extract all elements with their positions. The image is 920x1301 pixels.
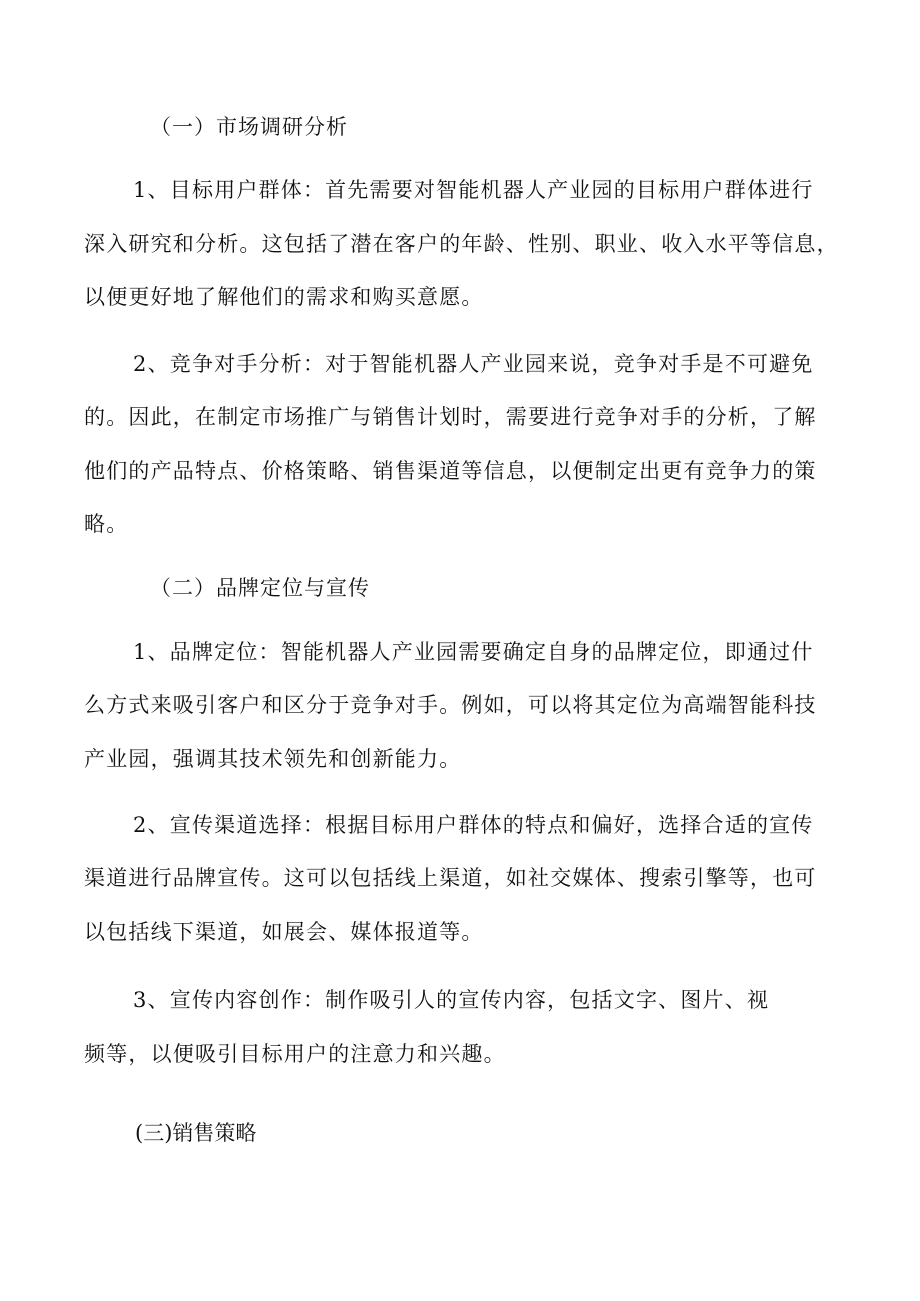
paragraph-line: 产业园，强调其技术领先和创新能力。: [84, 747, 462, 771]
paragraph-line: 频等，以便吸引目标用户的注意力和兴趣。: [84, 1042, 506, 1066]
paragraph-line: 2、宣传渠道选择：根据目标用户群体的特点和偏好，选择合适的宣传: [133, 813, 814, 837]
paragraph-line: 3、宣传内容创作：制作吸引人的宣传内容，包括文字、图片、视: [133, 988, 770, 1012]
section-heading-market-research: （一）市场调研分析: [150, 115, 348, 139]
paragraph-line: 渠道进行品牌宣传。这可以包括线上渠道，如社交媒体、搜索引擎等，也可: [84, 866, 817, 890]
paragraph-line: 以包括线下渠道，如展会、媒体报道等。: [84, 920, 484, 944]
paragraph-line: 2、竞争对手分析：对于智能机器人产业园来说，竞争对手是不可避免: [133, 352, 814, 376]
paragraph-line: 略。: [84, 512, 129, 536]
section-heading-brand-positioning: （二）品牌定位与宣传: [150, 576, 370, 600]
paragraph-line: 1、品牌定位：智能机器人产业园需要确定自身的品牌定位，即通过什: [133, 640, 814, 664]
paragraph-line: 1、目标用户群体：首先需要对智能机器人产业园的目标用户群体进行: [133, 178, 814, 202]
paragraph-line: 深入研究和分析。这包括了潜在客户的年龄、性别、职业、收入水平等信息，: [84, 232, 839, 256]
paragraph-line: 以便更好地了解他们的需求和购买意愿。: [84, 285, 484, 309]
section-heading-sales-strategy: (三)销售策略: [135, 1121, 257, 1145]
paragraph-line: 他们的产品特点、价格策略、销售渠道等信息，以便制定出更有竞争力的策: [84, 459, 817, 483]
paragraph-line: 么方式来吸引客户和区分于竞争对手。例如，可以将其定位为高端智能科技: [84, 693, 817, 717]
paragraph-line: 的。因此，在制定市场推广与销售计划时，需要进行竞争对手的分析，了解: [84, 405, 817, 429]
